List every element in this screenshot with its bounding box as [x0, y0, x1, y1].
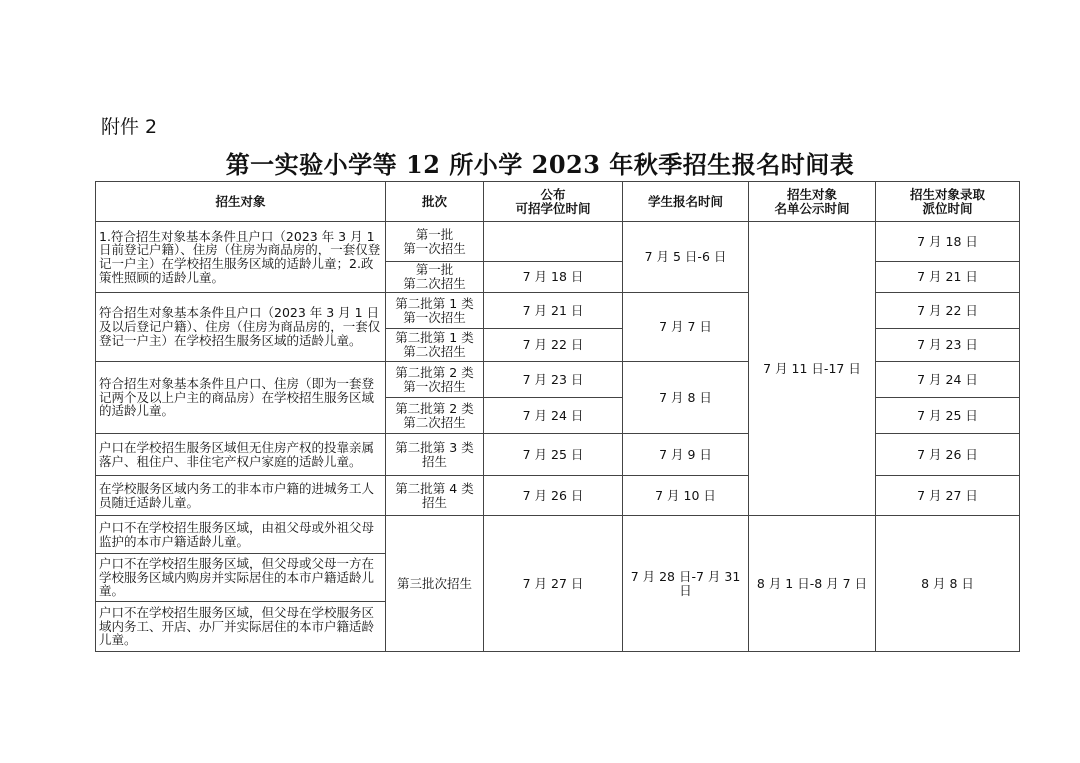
- header-admit: 招生对象录取 派位时间: [876, 182, 1020, 222]
- schedule-table: [95, 181, 1020, 652]
- register-cell: 7 月 8 日: [623, 362, 749, 434]
- target-cell: 符合招生对象基本条件且户口（2023 年 3 月 1 日及以后登记户籍）、住房（住房为商品房的，一套仅登记一户主）在学校招生服务区域的适龄儿童。: [96, 293, 386, 362]
- admit-cell: 7 月 18 日: [876, 222, 1020, 262]
- register-cell: 7 月 10 日: [623, 476, 749, 516]
- publish-cell: 7 月 26 日: [484, 476, 623, 516]
- batch-cell: 第二批第 1 类 第一次招生: [386, 293, 484, 329]
- admit-cell: 7 月 27 日: [876, 476, 1020, 516]
- target-cell: 户口在学校招生服务区域但无住房产权的投靠亲属落户、租住户、非住宅产权户家庭的适龄儿童。: [96, 434, 386, 476]
- publish-cell: [484, 222, 623, 262]
- publish-cell: 7 月 25 日: [484, 434, 623, 476]
- target-cell: 户口不在学校招生服务区域，由祖父母或外祖父母监护的本市户籍适龄儿童。: [96, 516, 386, 554]
- register-cell: 7 月 7 日: [623, 293, 749, 362]
- publish-cell: 7 月 22 日: [484, 329, 623, 362]
- admit-cell: 7 月 26 日: [876, 434, 1020, 476]
- table-row: [96, 222, 1020, 262]
- publish-cell: 7 月 27 日: [484, 516, 623, 652]
- publish-cell: 7 月 23 日: [484, 362, 623, 398]
- admit-cell: 7 月 22 日: [876, 293, 1020, 329]
- target-cell: 符合招生对象基本条件且户口、住房（即为一套登记两个及以上户主的商品房）在学校招生服务区域的适龄儿童。: [96, 362, 386, 434]
- batch-cell: 第一批 第二次招生: [386, 262, 484, 293]
- admit-cell: 7 月 23 日: [876, 329, 1020, 362]
- publish-cell: 7 月 21 日: [484, 293, 623, 329]
- table-row: [96, 293, 1020, 329]
- target-cell: 1.符合招生对象基本条件且户口（2023 年 3 月 1 日前登记户籍）、住房（住房为商品房的，一套仅登记一户主）在学校招生服务区域的适龄儿童；2.政策性照顾的适龄儿童。: [96, 222, 386, 293]
- batch-cell: 第一批 第一次招生: [386, 222, 484, 262]
- target-cell: 户口不在学校招生服务区域，但父母在学校服务区域内务工、开店、办厂并实际居住的本市户籍适龄儿童。: [96, 602, 386, 652]
- batch-cell: 第二批第 2 类 第一次招生: [386, 362, 484, 398]
- admit-cell: 7 月 25 日: [876, 398, 1020, 434]
- target-cell: 在学校服务区域内务工的非本市户籍的进城务工人员随迁适龄儿童。: [96, 476, 386, 516]
- register-cell: 7 月 28 日-7 月 31 日: [623, 516, 749, 652]
- publish-cell: 7 月 18 日: [484, 262, 623, 293]
- table-row: [96, 476, 1020, 516]
- batch-cell: 第二批第 1 类 第二次招生: [386, 329, 484, 362]
- register-cell: 7 月 9 日: [623, 434, 749, 476]
- header-publish: 公布 可招学位时间: [484, 182, 623, 222]
- batch-cell: 第二批第 4 类 招生: [386, 476, 484, 516]
- list-period-cell: 7 月 11 日-17 日: [749, 222, 876, 516]
- admit-cell: 7 月 21 日: [876, 262, 1020, 293]
- batch-cell: 第三批次招生: [386, 516, 484, 652]
- list-period-cell: 8 月 1 日-8 月 7 日: [749, 516, 876, 652]
- table-row: [96, 362, 1020, 398]
- header-register: 学生报名时间: [623, 182, 749, 222]
- table-row: [96, 516, 1020, 554]
- admit-cell: 7 月 24 日: [876, 362, 1020, 398]
- publish-cell: 7 月 24 日: [484, 398, 623, 434]
- table-row: [96, 434, 1020, 476]
- admit-cell: 8 月 8 日: [876, 516, 1020, 652]
- attachment-label: 附件 2: [101, 116, 158, 138]
- header-batch: 批次: [386, 182, 484, 222]
- header-list: 招生对象 名单公示时间: [749, 182, 876, 222]
- table-header-row: [96, 182, 1020, 222]
- register-cell: 7 月 5 日-6 日: [623, 222, 749, 293]
- document-title: 第一实验小学等 12 所小学 2023 年秋季招生报名时间表: [225, 150, 855, 179]
- header-target: 招生对象: [96, 182, 386, 222]
- batch-cell: 第二批第 2 类 第二次招生: [386, 398, 484, 434]
- target-cell: 户口不在学校招生服务区域，但父母或父母一方在学校服务区域内购房并实际居住的本市户籍适龄儿童。: [96, 554, 386, 602]
- batch-cell: 第二批第 3 类 招生: [386, 434, 484, 476]
